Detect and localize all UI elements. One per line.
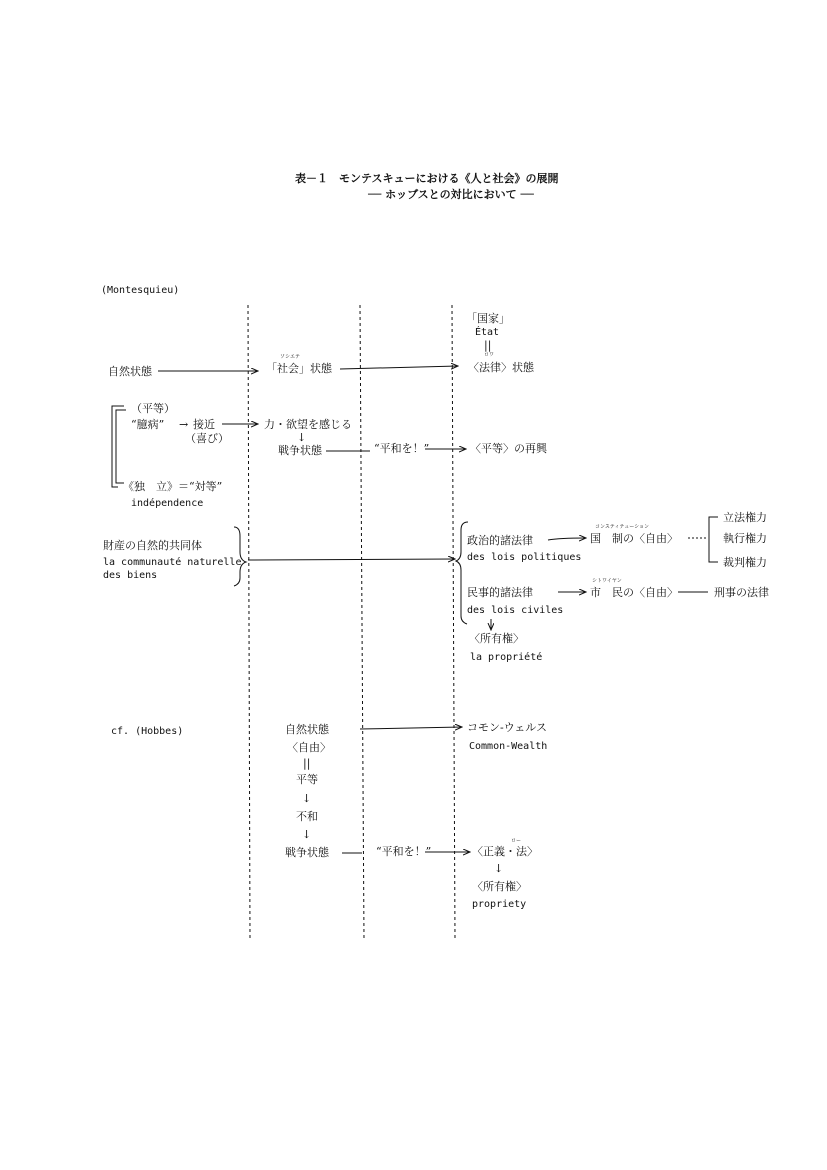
social-state: 「社会」状態 [266, 362, 332, 375]
equality-label: （平等） [131, 402, 175, 415]
constitution-liberty: 国 制の〈自由〉 [590, 532, 678, 545]
divider-right [452, 305, 455, 940]
hobbes-equality: 平等 [296, 773, 318, 786]
joy-label: （喜び） [185, 432, 229, 445]
independence-label: 《独 立》＝“対等” [123, 480, 223, 493]
peace-call: “平和を！” [374, 442, 430, 455]
arrow-discord-war: ↓ [302, 828, 312, 841]
property-right: 〈所有権〉 [469, 632, 524, 645]
executive-power: 執行権力 [723, 532, 767, 545]
hobbes-header: cf. (Hobbes) [111, 726, 184, 737]
nation-label: 「国家」 [466, 312, 510, 325]
citizen-liberty: 市 民の〈自由〉 [590, 586, 678, 599]
state-of-law: 〈法律〉状態 [468, 361, 534, 374]
arrow-feel-war: ↓ [297, 431, 307, 444]
etat-label: État [475, 327, 500, 338]
civil-laws-fr: des lois civiles [467, 605, 564, 616]
timidity-label: “臆病” [131, 418, 165, 431]
arrow-equality-discord: ↓ [302, 792, 312, 805]
property-fr: la propriété [470, 652, 543, 663]
hobbes-peace-call: “平和を！” [376, 845, 432, 858]
legislative-power: 立法権力 [723, 511, 767, 524]
hobbes-equiv-mark: || [303, 757, 311, 770]
community-fr-line2: des biens [103, 570, 158, 581]
divider-left [248, 305, 250, 940]
constitution-ruby: コンスティテューション [595, 524, 650, 530]
hobbes-property: 〈所有権〉 [472, 880, 527, 893]
state-of-nature: 自然状態 [108, 365, 152, 378]
figure-title: 表－１ モンテスキューにおける《人と社会》の展開 [295, 172, 559, 185]
citizen-ruby: シトワイヤン [592, 578, 622, 584]
war-state: 戦争状態 [278, 444, 322, 457]
justice-law: 〈正義・法〉 [472, 845, 538, 858]
political-laws-fr: des lois politiques [467, 552, 582, 563]
hobbes-propriety: propriety [472, 899, 527, 910]
law-ruby: ロワ [484, 352, 495, 358]
arrow-political-to-constitution [548, 538, 586, 540]
bracket-equality [112, 406, 124, 487]
arrow-timidity-approach: → [179, 418, 189, 431]
natural-community-of-goods: 財産の自然的共同体 [103, 539, 202, 552]
independence-fr: indépendence [131, 498, 204, 509]
montesquieu-header: (Montesquieu) [101, 285, 180, 296]
hobbes-liberty: 〈自由〉 [287, 741, 331, 754]
arrow-society-to-law [340, 366, 458, 369]
civil-laws: 民事的諸法律 [467, 586, 533, 599]
hobbes-law-ruby: ロー [511, 838, 522, 844]
commonwealth-en: Common-Wealth [469, 741, 548, 752]
community-fr-line1: la communauté naturelle [103, 557, 242, 568]
commonwealth-kana: コモン-ウェルス [467, 721, 547, 734]
equality-revival: 〈平等〉の再興 [470, 442, 547, 455]
bracket-equality-inner [116, 410, 126, 483]
divider-middle [360, 305, 364, 940]
hobbes-war-state: 戦争状態 [285, 846, 329, 859]
society-ruby: ソシエテ [280, 354, 301, 360]
arrow-hobbes-nature-to-commonwealth [360, 727, 462, 729]
judicial-power: 裁判権力 [723, 556, 767, 569]
hobbes-state-of-nature: 自然状態 [285, 723, 329, 736]
arrow-community-to-laws [248, 559, 455, 560]
figure-subtitle: ── ホッブスとの対比において ── [368, 188, 534, 201]
feel-power-desire: 力・欲望を感じる [264, 418, 352, 431]
hobbes-discord: 不和 [296, 810, 318, 823]
equiv-mark-etat: || [484, 339, 492, 352]
criminal-law: 刑事の法律 [714, 586, 769, 599]
bracket-powers [709, 517, 718, 562]
arrow-justice-property: ↓ [494, 862, 504, 875]
political-laws: 政治的諸法律 [467, 534, 533, 547]
approach-label: 接近 [193, 418, 215, 431]
